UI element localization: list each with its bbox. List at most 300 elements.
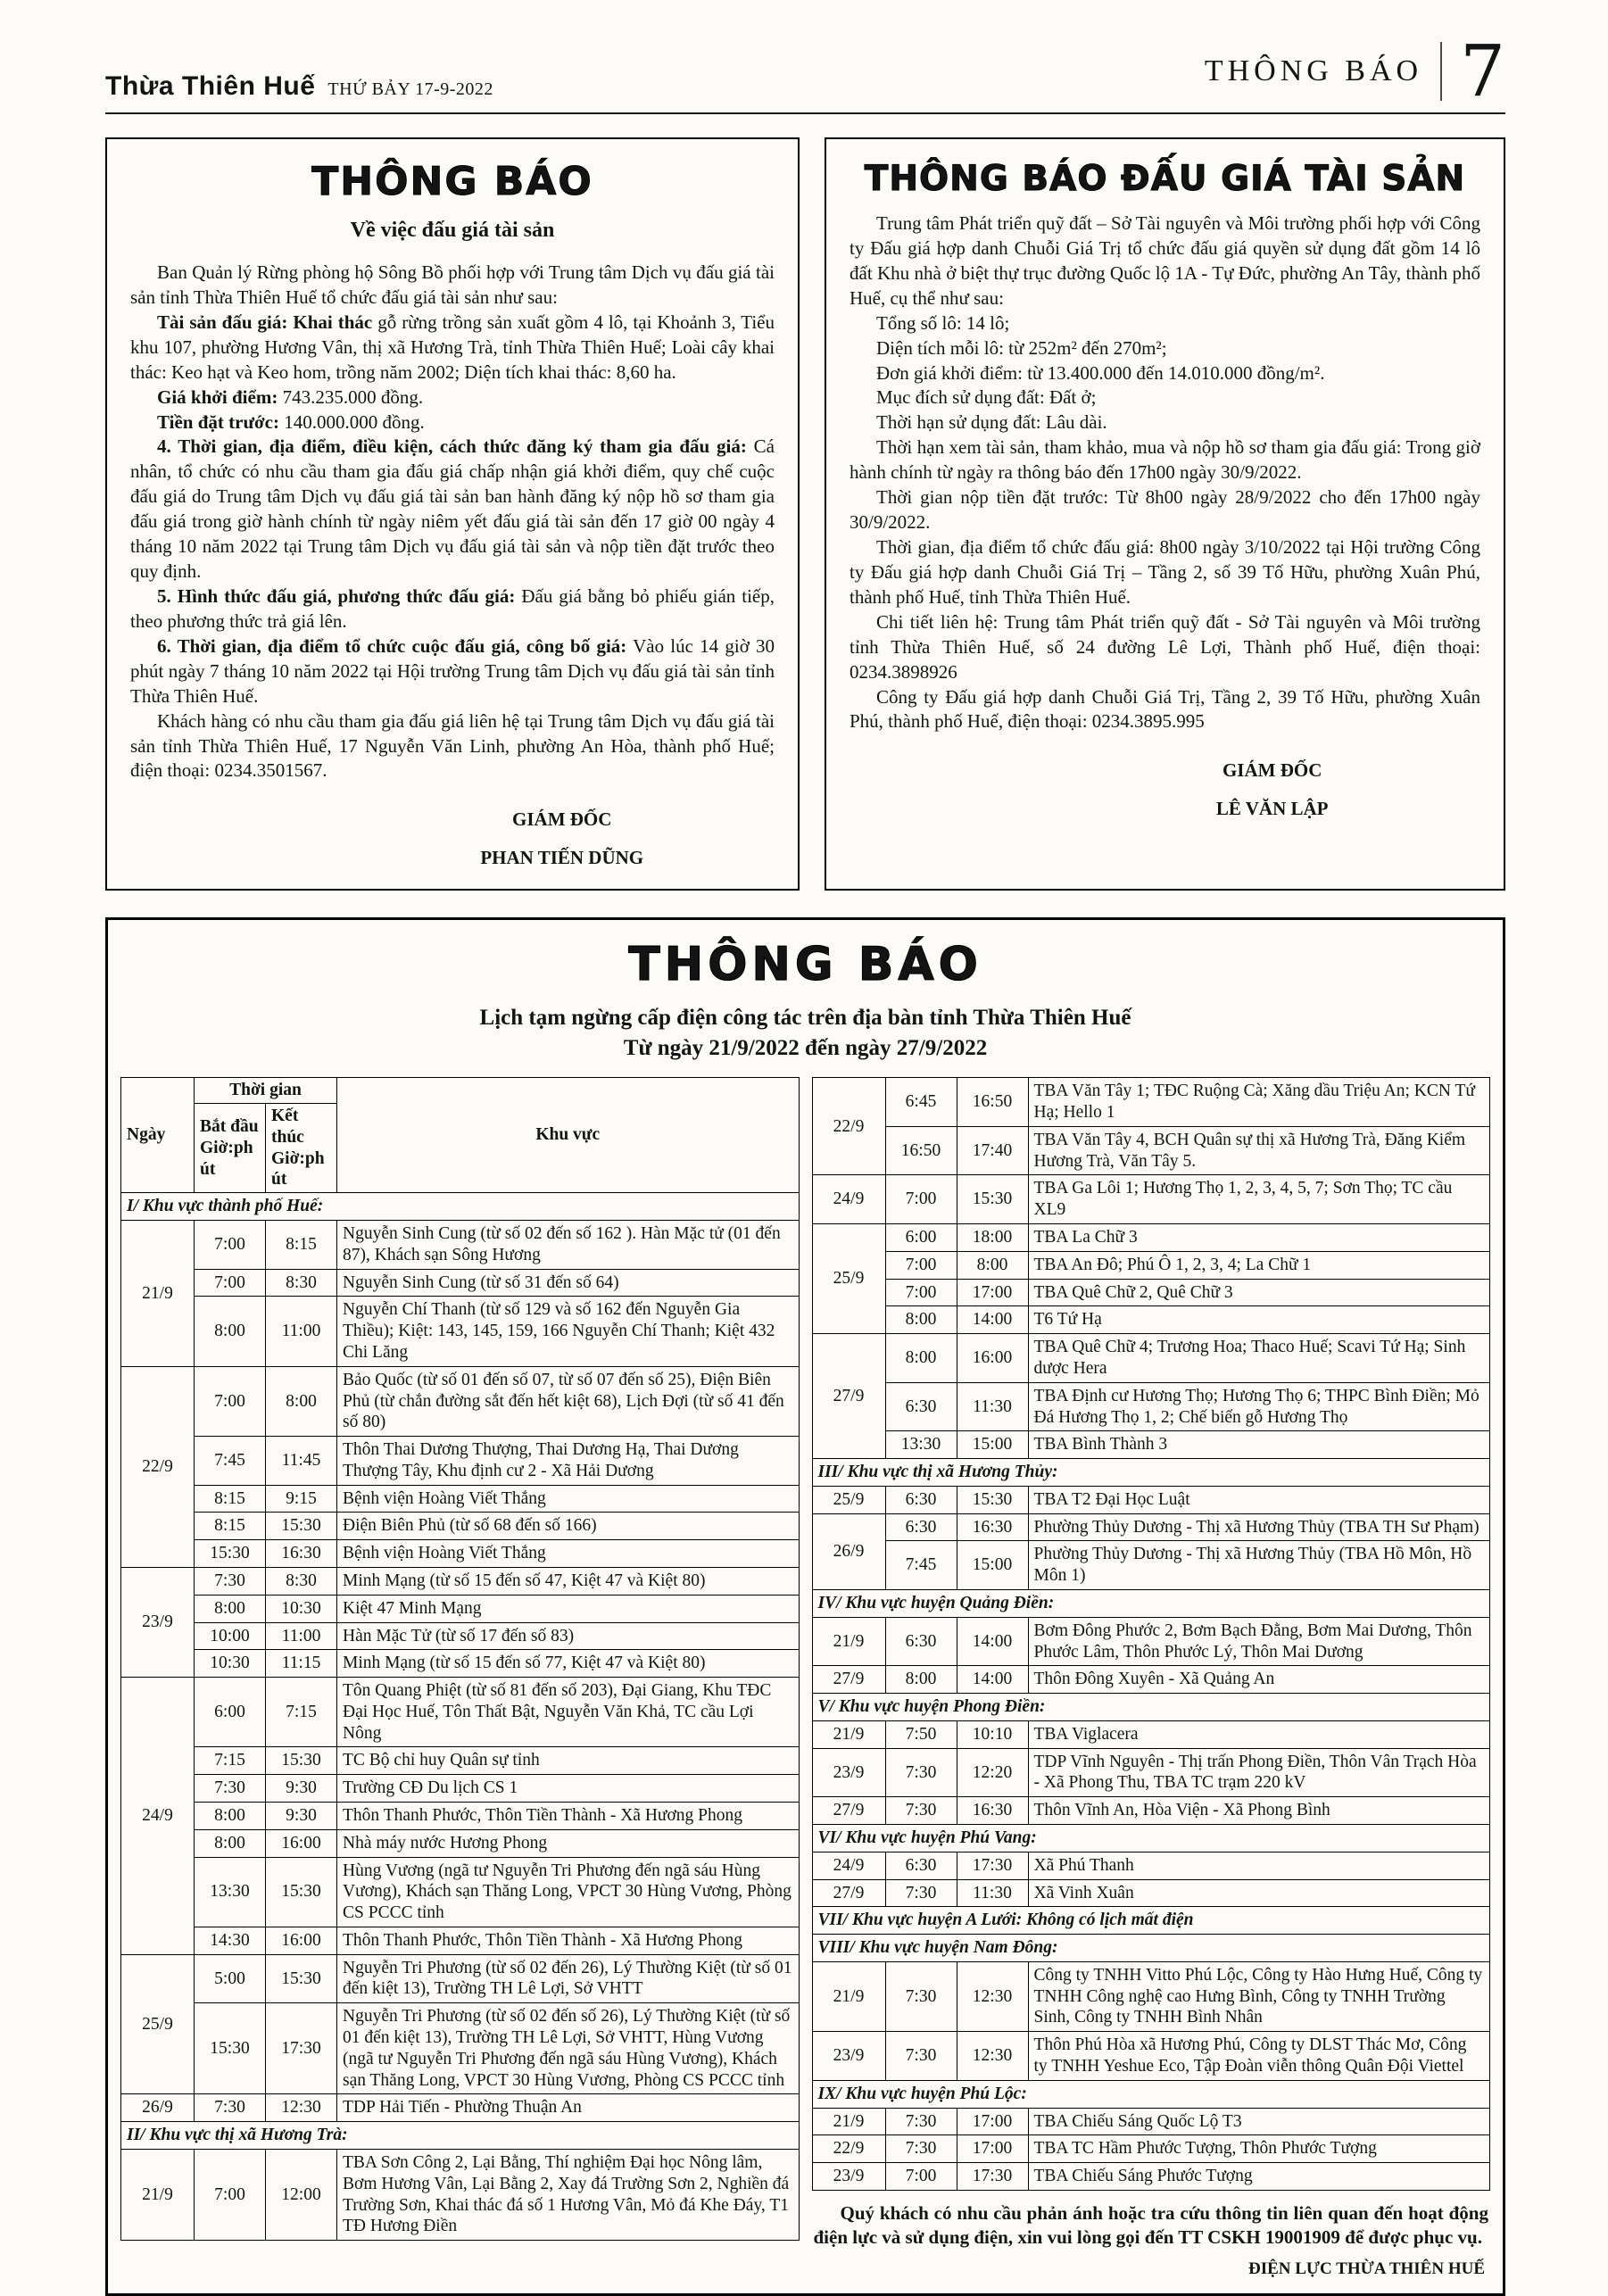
end-time-cell: 12:30 — [957, 2032, 1028, 2081]
start-time-cell: 7:30 — [195, 1567, 266, 1595]
area-cell: TC Bộ chỉ huy Quân sự tỉnh — [337, 1747, 800, 1775]
end-time-cell: 8:30 — [266, 1269, 337, 1297]
notice-paragraph — [130, 261, 775, 311]
area-group-heading: IV/ Khu vực huyện Quảng Điền: — [812, 1589, 1490, 1617]
day-cell: 23/9 — [121, 1567, 195, 1677]
schedule-subtitle: Lịch tạm ngừng cấp điện công tác trên địa bàn tỉnh Thừa Thiên Huế — [479, 1006, 1131, 1031]
start-time-cell: 7:00 — [195, 1366, 266, 1436]
area-cell: TBA Văn Tây 1; TĐC Ruộng Cà; Xăng dầu Triệu An; KCN Tứ Hạ; Hello 1 — [1028, 1078, 1490, 1127]
end-time-cell: 17:00 — [957, 2135, 1028, 2163]
area-group-heading: V/ Khu vực huyện Phong Điền: — [812, 1694, 1490, 1721]
area-cell: Hùng Vương (ngã tư Nguyễn Tri Phương đến ngã sáu Hùng Vương), Khách sạn Thăng Long, VPCT 30 Hùng Vương, Phòng CS PCCC tỉnh — [337, 1857, 800, 1927]
schedule-row — [812, 1797, 1490, 1825]
start-time-cell: 7:30 — [885, 2108, 957, 2135]
end-time-cell: 8:15 — [266, 1221, 337, 1270]
area-cell: Trường CĐ Du lịch CS 1 — [337, 1775, 800, 1803]
area-cell: Tôn Quang Phiệt (từ số 81 đến số 203), Đại Giang, Khu TĐC Đại Học Huế, Tôn Thất Bật, Nguyễn Văn Khả, TC cầu Lợi Nông — [337, 1678, 800, 1747]
schedule-section-row — [812, 2080, 1490, 2108]
start-time-cell: 10:30 — [195, 1650, 266, 1678]
area-cell: Minh Mạng (từ số 15 đến số 77, Kiệt 47 và Kiệt 80) — [337, 1650, 800, 1678]
schedule-row — [812, 1334, 1490, 1383]
end-time-cell: 18:00 — [957, 1224, 1028, 1252]
end-time-cell: 9:30 — [266, 1803, 337, 1830]
schedule-row — [812, 1666, 1490, 1694]
paragraph-text: Chi tiết liên hệ: Trung tâm Phát triển quỹ đất - Sở Tài nguyên và Môi trường tỉnh Thừa Thiên Huế, số 24 đường Lê Lợi, Thành phố Huế, điện thoại: 0234.3898926 — [850, 610, 1480, 683]
end-time-cell: 12:20 — [957, 1748, 1028, 1797]
day-cell: 23/9 — [812, 2163, 885, 2191]
end-time-cell: 17:30 — [957, 2163, 1028, 2191]
paragraph-text: 140.000.000 đồng. — [279, 410, 425, 433]
schedule-row — [812, 1961, 1490, 2031]
area-cell: Bệnh viện Hoàng Viết Thắng — [337, 1540, 800, 1568]
col-header-start — [195, 1104, 266, 1193]
paragraph-bold-text: Tài sản đấu giá: Khai thác — [157, 311, 373, 333]
notice-paragraph — [130, 584, 775, 634]
schedule-row — [812, 1251, 1490, 1279]
end-time-cell: 16:50 — [957, 1078, 1028, 1127]
notice-paragraph — [850, 435, 1480, 485]
header-right — [1204, 29, 1505, 112]
area-cell: TDP Vĩnh Nguyên - Thị trấn Phong Điền, Thôn Vân Trạch Hòa - Xã Phong Thu, TBA TC trạm 220 kV — [1028, 1748, 1490, 1797]
paragraph-text: Đơn giá khởi điểm: từ 13.400.000 đến 14.010.000 đồng/m². — [876, 361, 1325, 384]
start-time-cell: 7:30 — [195, 1775, 266, 1803]
day-cell: 24/9 — [121, 1678, 195, 1955]
start-time-cell: 8:00 — [195, 1595, 266, 1622]
schedule-row — [812, 1852, 1490, 1879]
schedule-row — [812, 1078, 1490, 1127]
signature-role: GIÁM ĐỐC — [1222, 759, 1322, 782]
start-time-cell: 8:00 — [885, 1334, 957, 1383]
schedule-row — [812, 1279, 1490, 1306]
start-time-cell: 6:45 — [885, 1078, 957, 1127]
schedule-row — [121, 1595, 800, 1622]
day-cell: 24/9 — [812, 1175, 885, 1224]
start-time-cell: 16:50 — [885, 1126, 957, 1175]
header-divider — [1440, 42, 1442, 101]
unit-label: Giờ:phút — [200, 1138, 253, 1179]
paragraph-text: Thời gian, địa điểm tổ chức đấu giá: 8h00 ngày 3/10/2022 tại Hội trường Công ty Đấu giá hợp danh Chuỗi Giá Trị – Tầng 2, số 39 Tố Hữu, phường Xuân Phú, thành phố Huế, tỉnh Thừa Thiên Huế. — [850, 535, 1480, 608]
schedule-row — [812, 2163, 1490, 2191]
area-cell: Điện Biên Phủ (từ số 68 đến số 166) — [337, 1513, 800, 1540]
day-cell: 24/9 — [812, 1852, 885, 1879]
paragraph-bold-text: 5. Hình thức đấu giá, phương thức đấu giá: — [157, 584, 516, 607]
schedule-title: THÔNG BÁO — [628, 938, 982, 992]
area-cell: TBA T2 Đại Học Luật — [1028, 1486, 1490, 1513]
paragraph-text: Diện tích mỗi lô: từ 252m² đến 270m²; — [876, 336, 1167, 359]
notice-paragraph — [130, 311, 775, 385]
area-cell: Công ty TNHH Vitto Phú Lộc, Công ty Hào Hưng Huế, Công ty TNHH Công nghệ cao Hưng Bình, Công ty TNHH Trường Sinh, Công ty TNHH Bình Nhân — [1028, 1961, 1490, 2031]
start-time-cell: 7:00 — [195, 1221, 266, 1270]
end-time-cell: 15:30 — [957, 1486, 1028, 1513]
paragraph-text: Ban Quản lý Rừng phòng hộ Sông Bồ phối hợp với Trung tâm Dịch vụ đấu giá tài sản tỉnh Thừa Thiên Huế tổ chức đấu giá tài sản như sau: — [130, 261, 775, 308]
start-time-cell: 10:00 — [195, 1622, 266, 1650]
paragraph-text: Khách hàng có nhu cầu tham gia đấu giá liên hệ tại Trung tâm Dịch vụ đấu giá tài sản tỉnh Thừa Thiên Huế, 17 Nguyễn Văn Linh, phường An Hòa, thành phố Huế; điện thoại: 0234.3501567. — [130, 709, 775, 782]
start-time-cell: 7:30 — [885, 1748, 957, 1797]
notice-title: THÔNG BÁO ĐẤU GIÁ TÀI SẢN — [864, 159, 1466, 199]
area-cell: T6 Tứ Hạ — [1028, 1306, 1490, 1334]
paragraph-text: Đấu giá bằng bỏ phiếu gián tiếp, theo phương thức trả giá lên. — [130, 584, 775, 632]
day-cell: 25/9 — [812, 1486, 885, 1513]
schedule-row — [121, 1857, 800, 1927]
page-header — [105, 29, 1505, 114]
end-time-cell: 15:00 — [957, 1431, 1028, 1459]
start-time-cell: 15:30 — [195, 2003, 266, 2094]
end-time-cell: 8:00 — [957, 1251, 1028, 1279]
day-cell: 25/9 — [121, 1954, 195, 2094]
schedule-row — [121, 1650, 800, 1678]
schedule-row — [812, 1617, 1490, 1666]
area-cell: Nguyễn Tri Phương (từ số 02 đến số 26), Lý Thường Kiệt (từ số 01 đến kiệt 13), Trường TH Lê Lợi, Sở VHTT, Hùng Vương (ngã tư Nguyễn Tri Phương đến ngã sáu Hùng Vương), Khách sạn Thăng Long, VPCT 30 Hùng Vương, Phòng CS PCCC tỉnh — [337, 2003, 800, 2094]
section-label: THÔNG BÁO — [1204, 54, 1423, 87]
schedule-columns — [120, 1077, 1490, 2278]
start-time-cell: 6:30 — [885, 1486, 957, 1513]
notice-forest-auction — [105, 137, 800, 891]
day-cell: 27/9 — [812, 1797, 885, 1825]
end-time-cell: 16:30 — [957, 1797, 1028, 1825]
schedule-row — [121, 1775, 800, 1803]
paragraph-text: Tổng số lô: 14 lô; — [876, 311, 1010, 334]
end-time-cell: 15:30 — [266, 1857, 337, 1927]
schedule-section-row — [812, 1907, 1490, 1935]
day-cell: 27/9 — [812, 1879, 885, 1907]
start-time-cell: 8:15 — [195, 1485, 266, 1513]
area-group-heading: VIII/ Khu vực huyện Nam Đông: — [812, 1935, 1490, 1962]
schedule-row — [812, 1306, 1490, 1334]
start-time-cell: 7:00 — [195, 1269, 266, 1297]
signature-name: PHAN TIẾN DŨNG — [480, 847, 644, 869]
schedule-column-right — [812, 1077, 1491, 2278]
schedule-row — [812, 1513, 1490, 1541]
area-cell: TBA Ga Lôi 1; Hương Thọ 1, 2, 3, 4, 5, 7; Sơn Thọ; TC cầu XL9 — [1028, 1175, 1490, 1224]
end-time-cell: 10:10 — [957, 1720, 1028, 1748]
day-cell: 21/9 — [121, 1221, 195, 1367]
end-time-cell: 14:00 — [957, 1617, 1028, 1666]
area-cell: Nguyễn Chí Thanh (từ số 129 và số 162 đến Nguyễn Gia Thiều); Kiệt: 143, 145, 159, 166 Nguyễn Chí Thanh; Kiệt 432 Chi Lăng — [337, 1297, 800, 1366]
area-cell: TBA La Chữ 3 — [1028, 1224, 1490, 1252]
schedule-section-row — [121, 1193, 800, 1221]
area-cell: TBA Viglacera — [1028, 1720, 1490, 1748]
area-cell: Thôn Phú Hòa xã Hương Phú, Công ty DLST Thác Mơ, Công ty TNHH Yeshue Eco, Tập Đoàn viễn thông Quân Đội Viettel — [1028, 2032, 1490, 2081]
day-cell: 23/9 — [812, 2032, 885, 2081]
paragraph-text: Cá nhân, tổ chức có nhu cầu tham gia đấu giá chấp nhận giá khởi điểm, quy chế cuộc đấu giá do Trung tâm Dịch vụ đấu giá tài sản ban hành đăng ký nộp hồ sơ tham gia đấu giá trong giờ hành chính từ ngày niêm yết đấu giá tài sản đến 17 giờ 00 ngày 4 tháng 10 năm 2022 tại Trung tâm Dịch vụ đấu giá tài sản và nộp tiền đặt trước theo quy định. — [130, 435, 775, 583]
signature-block — [401, 808, 723, 869]
schedule-section-row — [812, 1694, 1490, 1721]
end-time-cell: 15:30 — [266, 1747, 337, 1775]
area-group-heading: VII/ Khu vực huyện A Lưới: Không có lịch mất điện — [812, 1907, 1490, 1935]
end-time-cell: 9:30 — [266, 1775, 337, 1803]
schedule-row — [121, 1622, 800, 1650]
area-cell: Phường Thủy Dương - Thị xã Hương Thủy (TBA TH Sư Phạm) — [1028, 1513, 1490, 1541]
start-time-cell: 7:00 — [885, 1251, 957, 1279]
notice-paragraph — [850, 336, 1480, 361]
paragraph-text: 743.235.000 đồng. — [278, 385, 424, 408]
day-cell: 26/9 — [121, 2094, 195, 2122]
end-time-cell: 16:30 — [266, 1540, 337, 1568]
notice-paragraph — [850, 361, 1480, 386]
start-time-cell: 6:30 — [885, 1382, 957, 1431]
start-time-cell: 7:30 — [885, 1961, 957, 2031]
area-group-heading: III/ Khu vực thị xã Hương Thủy: — [812, 1459, 1490, 1487]
area-cell: TBA Quê Chữ 2, Quê Chữ 3 — [1028, 1279, 1490, 1306]
end-time-cell: 15:30 — [957, 1175, 1028, 1224]
start-time-cell: 14:30 — [195, 1927, 266, 1954]
day-cell: 22/9 — [121, 1366, 195, 1567]
area-cell: TBA Chiếu Sáng Quốc Lộ T3 — [1028, 2108, 1490, 2135]
signature-name: LÊ VĂN LẬP — [1215, 798, 1329, 820]
area-cell: Nguyễn Sinh Cung (từ số 02 đến số 162 ). Hàn Mặc tử (01 đến 87), Khách sạn Sông Hương — [337, 1221, 800, 1270]
start-time-cell: 15:30 — [195, 1540, 266, 1568]
schedule-row — [121, 1829, 800, 1857]
start-time-cell: 13:30 — [195, 1857, 266, 1927]
start-time-cell: 6:30 — [885, 1852, 957, 1879]
schedule-row — [812, 1486, 1490, 1513]
area-cell: Xã Phú Thanh — [1028, 1852, 1490, 1879]
schedule-table-right — [812, 1077, 1491, 2191]
area-cell: Thôn Đông Xuyên - Xã Quảng An — [1028, 1666, 1490, 1694]
paragraph-bold-text: 6. Thời gian, địa điểm tổ chức cuộc đấu giá, công bố giá: — [157, 634, 627, 657]
start-time-cell: 7:45 — [195, 1437, 266, 1486]
start-time-cell: 8:00 — [885, 1306, 957, 1334]
day-cell: 21/9 — [812, 1617, 885, 1666]
area-cell: TBA Bình Thành 3 — [1028, 1431, 1490, 1459]
notice-paragraph — [130, 709, 775, 784]
schedule-row — [812, 1879, 1490, 1907]
end-time-cell: 11:15 — [266, 1650, 337, 1678]
start-time-cell: 8:15 — [195, 1513, 266, 1540]
notice-paragraph — [130, 410, 775, 435]
start-time-cell: 6:30 — [885, 1617, 957, 1666]
notice-paragraph — [850, 535, 1480, 610]
start-time-cell: 7:00 — [885, 2163, 957, 2191]
schedule-section-row — [812, 1935, 1490, 1962]
end-time-cell: 16:00 — [266, 1829, 337, 1857]
paragraph-text: Trung tâm Phát triển quỹ đất – Sở Tài nguyên và Môi trường phối hợp với Công ty Đấu giá hợp danh Chuỗi Giá Trị tổ chức đấu giá quyền sử dụng đất gồm 14 lô đất Khu nhà ở biệt thự trục đường Quốc lộ 1A - Tự Đức, phường An Tây, thành phố Huế, cụ thể như sau: — [850, 212, 1480, 309]
notice-paragraph — [850, 385, 1480, 410]
signature-block — [1115, 759, 1430, 820]
notice-subtitle: Về việc đấu giá tài sản — [350, 219, 555, 242]
area-cell: TBA TC Hầm Phước Tượng, Thôn Phước Tượng — [1028, 2135, 1490, 2163]
end-time-cell: 14:00 — [957, 1666, 1028, 1694]
paragraph-text: Vào lúc 14 giờ 30 phút ngày 7 tháng 10 năm 2022 tại Hội trường Trung tâm Dịch vụ đấu giá tài sản tỉnh Thừa Thiên Huế. — [130, 634, 775, 707]
notice-paragraph — [130, 634, 775, 709]
masthead — [105, 71, 493, 102]
notice-paragraph — [850, 311, 1480, 336]
paragraph-bold-text: 4. Thời gian, địa điểm, điều kiện, cách thức đăng ký tham gia đấu giá: — [157, 435, 747, 458]
day-cell: 21/9 — [812, 2108, 885, 2135]
end-time-cell: 15:30 — [266, 1954, 337, 2003]
schedule-row — [121, 1366, 800, 1436]
schedule-section-row — [812, 1459, 1490, 1487]
start-time-cell: 7:15 — [195, 1747, 266, 1775]
end-time-cell: 17:30 — [957, 1852, 1028, 1879]
area-cell: TBA Chiếu Sáng Phước Tượng — [1028, 2163, 1490, 2191]
area-cell: Phường Thủy Dương - Thị xã Hương Thủy (TBA Hồ Môn, Hồ Môn 1) — [1028, 1541, 1490, 1590]
paragraph-text: gỗ rừng trồng sản xuất gồm 4 lô, tại Khoảnh 3, Tiểu khu 107, phường Hương Vân, thị xã Hương Trà, tỉnh Thừa Thiên Huế; Loài cây khai thác: Keo hạt và Keo hom, trồng năm 2002; Diện tích khai thác: 8,60 ha. — [130, 311, 775, 383]
schedule-row — [812, 2108, 1490, 2135]
schedule-row — [121, 1567, 800, 1595]
area-cell: Nguyễn Sinh Cung (từ số 31 đến số 64) — [337, 1269, 800, 1297]
area-cell: Nguyễn Tri Phương (từ số 02 đến 26), Lý Thường Kiệt (từ số 01 đến kiệt 13), Trường TH Lê Lợi, Sở VHTT — [337, 1954, 800, 2003]
area-cell: Thôn Vĩnh An, Hòa Viện - Xã Phong Bình — [1028, 1797, 1490, 1825]
col-header-area: Khu vực — [337, 1078, 800, 1193]
schedule-row — [121, 1513, 800, 1540]
schedule-row — [812, 1175, 1490, 1224]
paragraph-text: Mục đích sử dụng đất: Đất ở; — [876, 386, 1097, 409]
start-time-cell: 7:00 — [885, 1175, 957, 1224]
end-time-cell: 16:00 — [957, 1334, 1028, 1383]
schedule-section-row — [812, 1825, 1490, 1853]
end-label: Kết thúc — [271, 1107, 304, 1147]
notice-land-auction — [825, 137, 1505, 891]
end-time-cell: 17:00 — [957, 1279, 1028, 1306]
paragraph-text: Thời gian nộp tiền đặt trước: Từ 8h00 ngày 28/9/2022 cho đến 17h00 ngày 30/9/2022. — [850, 486, 1480, 534]
top-notices-row — [105, 137, 1505, 891]
notice-paragraph — [850, 610, 1480, 685]
day-cell: 21/9 — [812, 1720, 885, 1748]
area-cell: TBA Văn Tây 4, BCH Quân sự thị xã Hương Trà, Đăng Kiểm Hương Trà, Văn Tây 5. — [1028, 1126, 1490, 1175]
area-group-heading: I/ Khu vực thành phố Huế: — [121, 1193, 800, 1221]
col-header-time: Thời gian — [195, 1078, 337, 1104]
notice-title: THÔNG BÁO — [311, 159, 593, 204]
start-time-cell: 7:30 — [885, 2032, 957, 2081]
notice-paragraph — [130, 385, 775, 410]
notice-paragraph — [130, 435, 775, 584]
notice-paragraph — [850, 685, 1480, 735]
col-header-day: Ngày — [121, 1078, 195, 1193]
dateline: THỨ BẢY 17-9-2022 — [327, 79, 493, 99]
power-outage-notice — [105, 917, 1505, 2295]
area-cell: TBA An Đô; Phú Ô 1, 2, 3, 4; La Chữ 1 — [1028, 1251, 1490, 1279]
schedule-row — [121, 1803, 800, 1830]
schedule-table-left — [120, 1077, 800, 2241]
day-cell: 25/9 — [812, 1224, 885, 1334]
end-time-cell: 17:40 — [957, 1126, 1028, 1175]
paragraph-text: Công ty Đấu giá hợp danh Chuỗi Giá Trị, Tầng 2, 39 Tố Hữu, phường Xuân Phú, thành phố Huế, điện thoại: 0234.3895.995 — [850, 685, 1480, 733]
start-time-cell: 7:30 — [885, 1797, 957, 1825]
end-time-cell: 17:00 — [957, 2108, 1028, 2135]
area-cell: Kiệt 47 Minh Mạng — [337, 1595, 800, 1622]
schedule-date-range: Từ ngày 21/9/2022 đến ngày 27/9/2022 — [623, 1036, 988, 1061]
day-cell: 22/9 — [812, 1078, 885, 1175]
paragraph-text: Thời hạn sử dụng đất: Lâu dài. — [876, 411, 1107, 434]
area-cell: Xã Vinh Xuân — [1028, 1879, 1490, 1907]
end-time-cell: 16:30 — [957, 1513, 1028, 1541]
schedule-row — [812, 1126, 1490, 1175]
schedule-row — [121, 1747, 800, 1775]
schedule-row — [121, 1437, 800, 1486]
schedule-row — [121, 1540, 800, 1568]
area-cell: Hàn Mặc Tử (từ số 17 đến số 83) — [337, 1622, 800, 1650]
schedule-row — [121, 1485, 800, 1513]
day-cell: 27/9 — [812, 1334, 885, 1459]
paragraph-bold-text: Tiền đặt trước: — [157, 410, 279, 433]
power-company-signoff: ĐIỆN LỰC THỪA THIÊN HUẾ — [1248, 2259, 1485, 2278]
end-time-cell: 17:30 — [266, 2003, 337, 2094]
schedule-section-row — [121, 2122, 800, 2150]
day-cell: 21/9 — [812, 1961, 885, 2031]
notice-body — [850, 211, 1480, 734]
schedule-row — [121, 2094, 800, 2122]
schedule-header-row — [121, 1078, 800, 1104]
start-time-cell: 7:45 — [885, 1541, 957, 1590]
day-cell: 21/9 — [121, 2149, 195, 2240]
page-number: 7 — [1460, 29, 1505, 112]
notice-paragraph — [850, 211, 1480, 311]
schedule-row — [121, 1954, 800, 2003]
end-time-cell: 12:30 — [957, 1961, 1028, 2031]
area-cell: TBA Sơn Công 2, Lại Bằng, Thí nghiệm Đại học Nông lâm, Bơm Hương Vân, Lại Bằng 2, Xay đá Trường Sơn 2, Nghiền đá Trường Sơn, Khai thác đá số 1 Hương Vân, Mỏ đá Khe Đáy, T1 TĐ Hương Điền — [337, 2149, 800, 2240]
paragraph-text: Thời hạn xem tài sản, tham khảo, mua và nộp hồ sơ tham gia đấu giá: Trong giờ hành chính từ ngày ra thông báo đến 17h00 ngày 30/9/2022. — [850, 436, 1480, 484]
start-time-cell: 7:50 — [885, 1720, 957, 1748]
area-group-heading: VI/ Khu vực huyện Phú Vang: — [812, 1825, 1490, 1853]
newspaper-name: Thừa Thiên Huế — [105, 71, 316, 101]
schedule-row — [121, 1221, 800, 1270]
day-cell: 26/9 — [812, 1513, 885, 1589]
area-cell: Bảo Quốc (từ số 01 đến số 07, từ số 07 đến số 25), Điện Biên Phủ (từ chắn đường sắt đến hết kiệt 68), Lịch Đợi (từ số 41 đến số 80) — [337, 1366, 800, 1436]
area-cell: TDP Hải Tiến - Phường Thuận An — [337, 2094, 800, 2122]
start-time-cell: 8:00 — [885, 1666, 957, 1694]
end-time-cell: 11:00 — [266, 1297, 337, 1366]
day-cell: 27/9 — [812, 1666, 885, 1694]
end-time-cell: 12:30 — [266, 2094, 337, 2122]
customer-service-note: Quý khách có nhu cầu phản ánh hoặc tra cứu thông tin liên quan đến hoạt động điện lực và sử dụng điện, xin vui lòng gọi đến TT CSKH 19001909 để được phục vụ. — [813, 2201, 1488, 2249]
end-time-cell: 9:15 — [266, 1485, 337, 1513]
notice-paragraph — [850, 485, 1480, 535]
day-cell: 22/9 — [812, 2135, 885, 2163]
schedule-row — [812, 1748, 1490, 1797]
end-time-cell: 8:30 — [266, 1567, 337, 1595]
start-time-cell: 8:00 — [195, 1829, 266, 1857]
area-cell: Bệnh viện Hoàng Viết Thắng — [337, 1485, 800, 1513]
end-time-cell: 15:00 — [957, 1541, 1028, 1590]
end-time-cell: 7:15 — [266, 1678, 337, 1747]
start-time-cell: 7:00 — [885, 1279, 957, 1306]
start-time-cell: 6:00 — [195, 1678, 266, 1747]
notice-body — [130, 261, 775, 783]
area-cell: Nhà máy nước Hương Phong — [337, 1829, 800, 1857]
area-cell: TBA Định cư Hương Thọ; Hương Thọ 6; THPC Bình Điền; Mỏ Đá Hương Thọ 1, 2; Chế biến gỗ Hương Thọ — [1028, 1382, 1490, 1431]
end-time-cell: 15:30 — [266, 1513, 337, 1540]
area-group-heading: II/ Khu vực thị xã Hương Trà: — [121, 2122, 800, 2150]
start-time-cell: 6:30 — [885, 1513, 957, 1541]
signature-role: GIÁM ĐỐC — [512, 808, 612, 831]
schedule-row — [812, 1720, 1490, 1748]
start-time-cell: 8:00 — [195, 1803, 266, 1830]
notice-paragraph — [850, 410, 1480, 435]
area-cell: Minh Mạng (từ số 15 đến số 47, Kiệt 47 và Kiệt 80) — [337, 1567, 800, 1595]
unit-label: Giờ:phút — [271, 1148, 325, 1189]
area-cell: Thôn Thanh Phước, Thôn Tiền Thành - Xã Hương Phong — [337, 1803, 800, 1830]
end-time-cell: 16:00 — [266, 1927, 337, 1954]
end-time-cell: 12:00 — [266, 2149, 337, 2240]
schedule-row — [121, 2149, 800, 2240]
start-time-cell: 7:00 — [195, 2149, 266, 2240]
schedule-row — [121, 1678, 800, 1747]
schedule-row — [121, 1297, 800, 1366]
day-cell: 23/9 — [812, 1748, 885, 1797]
area-cell: Thôn Thanh Phước, Thôn Tiền Thành - Xã Hương Phong — [337, 1927, 800, 1954]
schedule-row — [121, 1269, 800, 1297]
paragraph-bold-text: Giá khởi điểm: — [157, 385, 278, 408]
end-time-cell: 11:00 — [266, 1622, 337, 1650]
area-cell: TBA Quê Chữ 4; Trương Hoa; Thaco Huế; Scavi Tứ Hạ; Sinh dược Hera — [1028, 1334, 1490, 1383]
area-group-heading: IX/ Khu vực huyện Phú Lộc: — [812, 2080, 1490, 2108]
schedule-row — [121, 1927, 800, 1954]
start-label: Bắt đầu — [200, 1117, 259, 1137]
schedule-row — [812, 1541, 1490, 1590]
end-time-cell: 10:30 — [266, 1595, 337, 1622]
start-time-cell: 7:30 — [195, 2094, 266, 2122]
